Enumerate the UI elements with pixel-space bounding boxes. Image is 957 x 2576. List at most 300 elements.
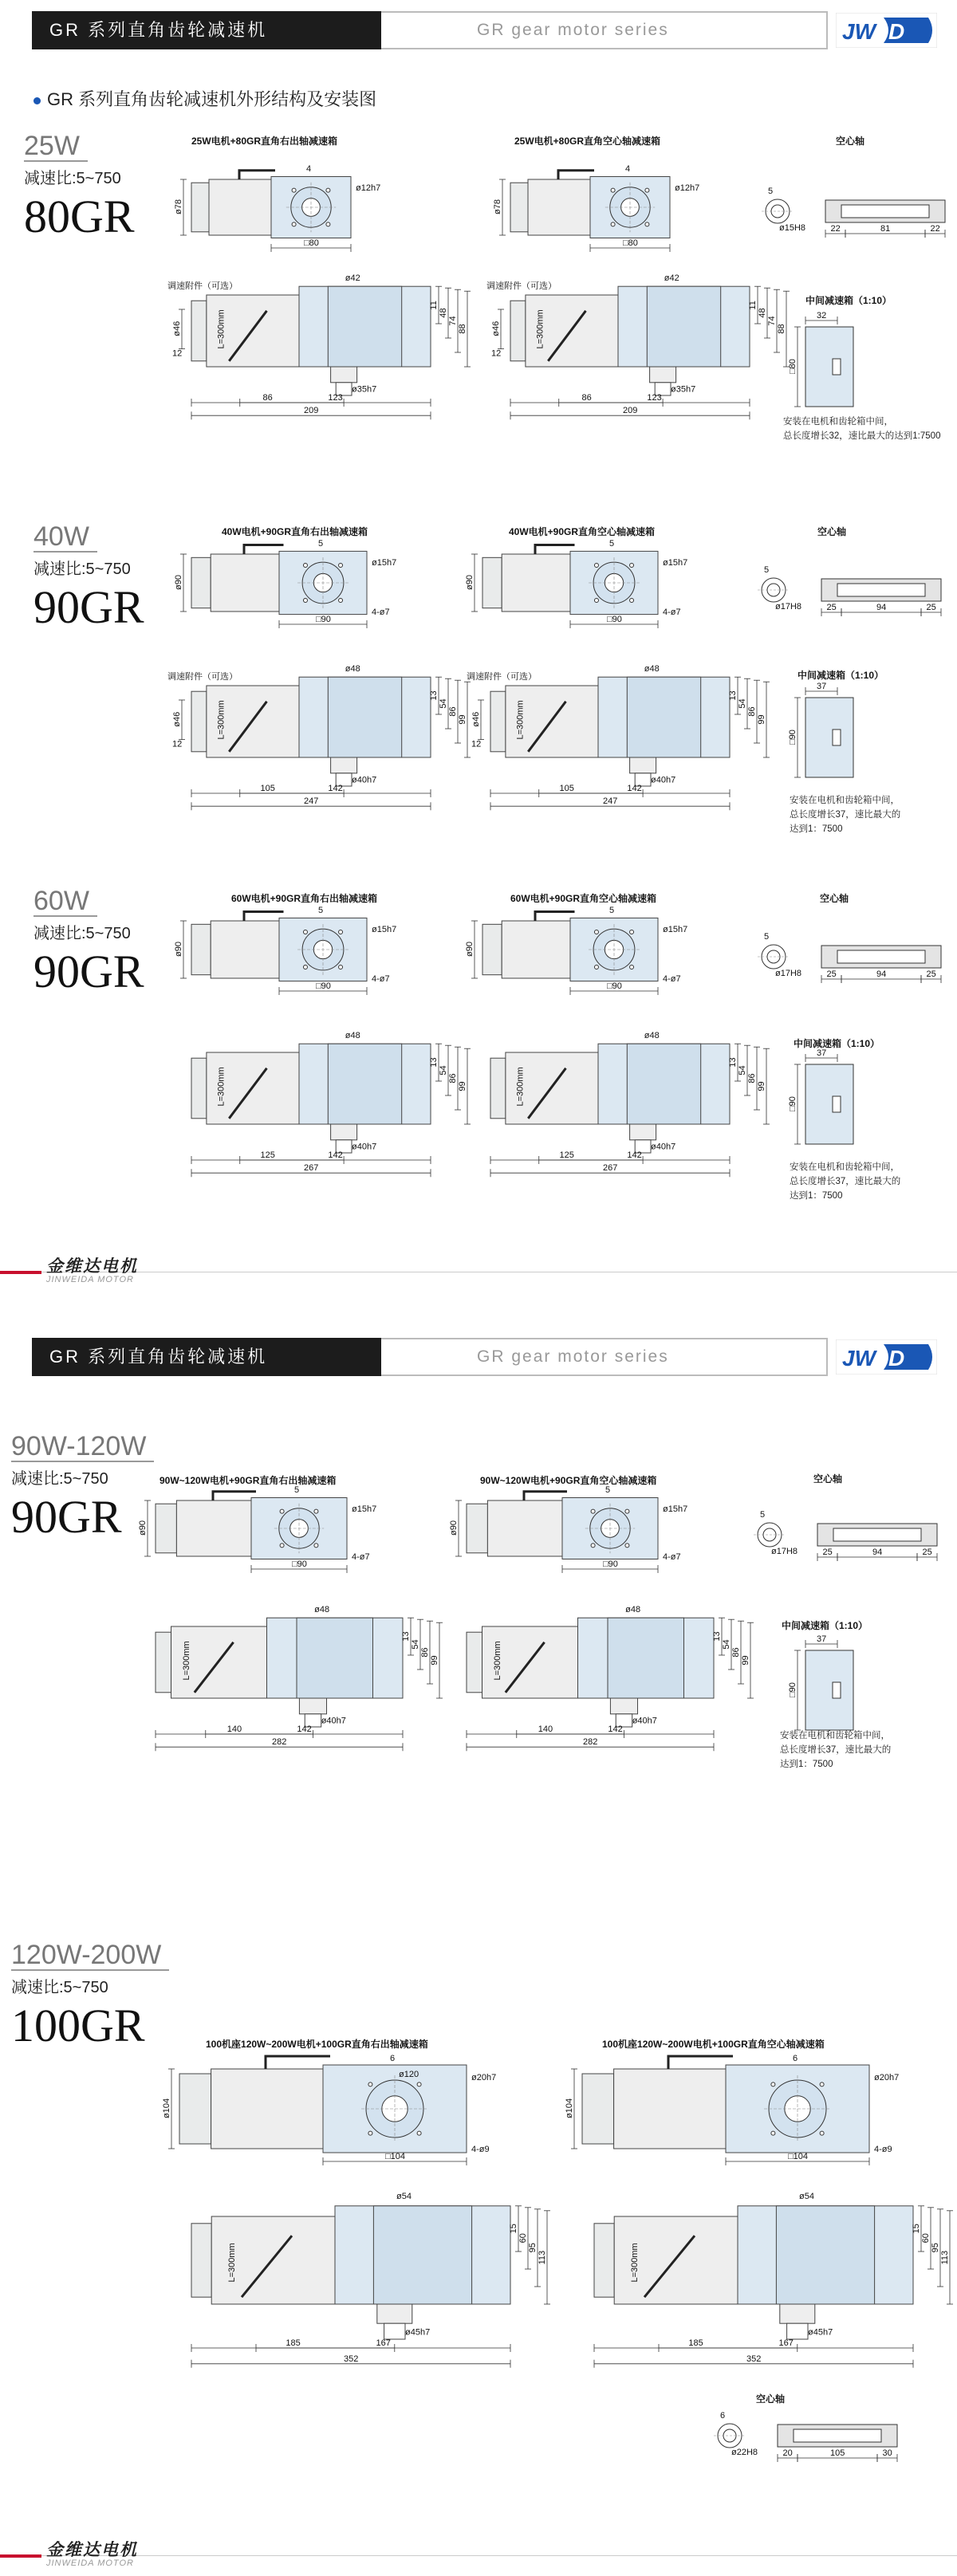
model-ratio: 减速比:5~750 bbox=[33, 925, 131, 942]
dimension-label: 25 bbox=[822, 1548, 833, 1557]
dimension-label: 调速附件（可选） bbox=[486, 281, 557, 291]
dimension-label: 54 bbox=[738, 698, 747, 709]
drawing-title: 中间减速箱（1:10） bbox=[782, 1620, 868, 1631]
dimension-label: 86 bbox=[747, 706, 757, 717]
dimension-label: □80 bbox=[788, 359, 798, 374]
bolt-hole bbox=[771, 2131, 775, 2135]
dimension-label: 86 bbox=[448, 1073, 458, 1083]
bolt-hole bbox=[339, 966, 343, 969]
drawing-title: 空心轴 bbox=[820, 893, 849, 904]
motor-end-cap bbox=[156, 1504, 176, 1553]
motor-end-cap bbox=[510, 301, 526, 361]
dimension-label: ø12h7 bbox=[356, 183, 381, 193]
motor-end-cap bbox=[490, 1058, 506, 1119]
motor-body bbox=[211, 921, 279, 978]
dimension-label: 86 bbox=[448, 706, 458, 717]
output-flange bbox=[630, 1124, 656, 1140]
motor-end-cap bbox=[482, 557, 502, 608]
intermediate-gearbox bbox=[788, 682, 853, 777]
bolt-hole bbox=[326, 188, 330, 192]
dimension-label: 60 bbox=[518, 2233, 528, 2244]
model-ratio: 减速比:5~750 bbox=[24, 170, 121, 187]
dimension-label: 22 bbox=[830, 224, 841, 234]
dimension-label: ø15h7 bbox=[663, 558, 688, 568]
dimension-label: 12 bbox=[491, 348, 502, 359]
bolt-hole bbox=[303, 599, 307, 603]
output-flange bbox=[377, 2304, 412, 2323]
motor-end-cap bbox=[467, 1504, 487, 1553]
dimension-label: 5 bbox=[609, 539, 615, 549]
dimension-label: 105 bbox=[559, 784, 574, 793]
dimension-label: □90 bbox=[603, 1559, 618, 1569]
dimension-label: 13 bbox=[728, 1057, 738, 1068]
mid-box-shaft bbox=[833, 359, 841, 375]
bolt-hole bbox=[645, 188, 649, 192]
output-flange bbox=[331, 757, 357, 773]
shaft-bore bbox=[841, 205, 929, 218]
dimension-label: 25 bbox=[926, 603, 936, 612]
drawing-title: 中间减速箱（1:10） bbox=[805, 295, 892, 306]
gearhead-housing bbox=[776, 2206, 874, 2304]
bolt-hole bbox=[303, 930, 307, 934]
footer-accent-bar bbox=[0, 2554, 41, 2558]
drawing-title: 空心轴 bbox=[836, 136, 865, 147]
front-view bbox=[167, 664, 471, 810]
dimension-label: L=300mm bbox=[227, 2243, 237, 2283]
bolt-hole bbox=[314, 1509, 318, 1513]
top-view bbox=[138, 1485, 376, 1573]
drawing-title: 90W~120W电机+90GR直角右出轴减速箱 bbox=[160, 1475, 337, 1486]
dimension-label: 140 bbox=[226, 1725, 242, 1734]
dimension-label: ø120 bbox=[399, 2070, 419, 2079]
dimension-label: 125 bbox=[559, 1150, 574, 1160]
dimension-label: 54 bbox=[411, 1639, 420, 1650]
motor-cable bbox=[535, 545, 575, 554]
output-flange bbox=[610, 1698, 637, 1714]
motor-body bbox=[209, 179, 271, 235]
dimension-label: ø17H8 bbox=[775, 969, 802, 978]
footer-brand-en: JINWEIDA MOTOR bbox=[46, 2558, 134, 2568]
bolt-hole bbox=[280, 1509, 284, 1513]
dimension-label: 4 bbox=[625, 164, 631, 174]
dimension-label: 37 bbox=[817, 682, 827, 691]
motor-cable bbox=[266, 2056, 330, 2069]
dimension-label: 267 bbox=[304, 1163, 319, 1174]
drawing-title: 40W电机+90GR直角右出轴减速箱 bbox=[222, 526, 368, 537]
bolt-hole bbox=[594, 599, 598, 603]
output-flange bbox=[650, 367, 676, 383]
dimension-label: ø15h7 bbox=[352, 1504, 377, 1514]
model-power: 40W bbox=[33, 522, 97, 553]
dimension-label: 15 bbox=[509, 2224, 518, 2234]
dimension-label: L=300mm bbox=[216, 309, 226, 349]
dimension-label: 4-ø7 bbox=[663, 1552, 681, 1562]
svg-text:D: D bbox=[888, 1346, 905, 1371]
dimension-label: 4-ø7 bbox=[663, 974, 681, 984]
dimension-label: 142 bbox=[627, 784, 642, 793]
motor-body bbox=[211, 554, 279, 612]
dimension-label: ø54 bbox=[396, 2192, 412, 2201]
dimension-label: 94 bbox=[876, 603, 887, 612]
dimension-label: 32 bbox=[817, 311, 827, 321]
output-shaft bbox=[384, 2323, 405, 2339]
note-line: 达到1：7500 bbox=[790, 824, 843, 834]
bolt-hole bbox=[645, 222, 649, 226]
dimension-label: ø90 bbox=[174, 575, 183, 590]
dimension-label: 13 bbox=[429, 1057, 439, 1068]
shaft-bore bbox=[833, 1528, 921, 1541]
dimension-label: 48 bbox=[439, 308, 448, 318]
gearhead-housing bbox=[297, 1618, 372, 1698]
model-ratio: 减速比:5~750 bbox=[11, 1979, 108, 1996]
dimension-label: 74 bbox=[448, 316, 458, 326]
dimension-label: 209 bbox=[304, 406, 319, 416]
bolt-hole bbox=[611, 222, 615, 226]
drawing-layer-page2 bbox=[0, 1292, 957, 2576]
dimension-label: L=300mm bbox=[216, 700, 226, 740]
motor-cable bbox=[558, 171, 594, 179]
dimension-label: 13 bbox=[429, 690, 439, 701]
footer-rule bbox=[41, 2555, 957, 2556]
motor-end-cap bbox=[482, 924, 502, 974]
bolt-hole bbox=[339, 563, 343, 567]
dimension-label: 4-ø7 bbox=[372, 974, 390, 984]
dimension-label: 123 bbox=[647, 393, 662, 403]
footer-brand-cn: 金维达电机 bbox=[46, 2541, 138, 2559]
dimension-label: L=300mm bbox=[515, 700, 526, 740]
dimension-label: 94 bbox=[876, 969, 887, 979]
dimension-label: 6 bbox=[720, 2411, 726, 2421]
drawing-title: 空心轴 bbox=[813, 1473, 843, 1485]
dimension-label: □80 bbox=[304, 238, 319, 248]
dimension-label: 5 bbox=[768, 187, 774, 196]
dimension-label: 5 bbox=[764, 932, 770, 942]
bolt-hole bbox=[303, 966, 307, 969]
dimension-label: L=300mm bbox=[515, 1067, 526, 1107]
dimension-label: ø45h7 bbox=[808, 2327, 833, 2338]
motor-end-cap bbox=[490, 691, 506, 752]
dimension-label: 5 bbox=[318, 539, 324, 549]
motor-body bbox=[176, 1500, 251, 1556]
dimension-label: 11 bbox=[748, 301, 758, 310]
motor-body bbox=[211, 2069, 323, 2149]
motor-end-cap bbox=[191, 691, 207, 752]
dimension-label: ø40h7 bbox=[651, 1142, 676, 1152]
dimension-label: ø40h7 bbox=[352, 775, 377, 785]
dimension-label: 88 bbox=[777, 324, 786, 334]
top-view bbox=[565, 2054, 899, 2165]
bolt-hole bbox=[591, 1509, 595, 1513]
dimension-label: 123 bbox=[328, 393, 343, 403]
dimension-label: 142 bbox=[328, 784, 343, 793]
dimension-label: 99 bbox=[458, 714, 467, 725]
dimension-label: □90 bbox=[316, 981, 331, 991]
dimension-label: ø90 bbox=[449, 1520, 459, 1536]
bolt-hole bbox=[280, 1544, 284, 1548]
note-line: 安装在电机和齿轮箱中间， bbox=[780, 1731, 890, 1740]
front-view bbox=[594, 2192, 953, 2368]
dimension-label: ø40h7 bbox=[651, 775, 676, 785]
bolt-hole bbox=[368, 2131, 372, 2135]
dimension-label: 125 bbox=[260, 1150, 275, 1160]
header-title-en: GR gear motor series bbox=[381, 1338, 828, 1376]
dimension-label: ø48 bbox=[644, 1031, 660, 1040]
mid-box-body bbox=[805, 698, 853, 777]
motor-end-cap bbox=[467, 1632, 482, 1693]
bolt-hole bbox=[630, 563, 634, 567]
drawing-title: 100机座120W~200W电机+100GR直角右出轴减速箱 bbox=[206, 2039, 428, 2050]
dimension-label: 4-ø9 bbox=[874, 2145, 892, 2154]
model-code: 90GR bbox=[33, 946, 144, 997]
note-line: 总长度增长37，速比最大的 bbox=[790, 1177, 901, 1186]
model-power: 90W-120W bbox=[11, 1432, 154, 1462]
drawing-title: 25W电机+80GR直角右出轴减速箱 bbox=[191, 136, 338, 147]
dimension-label: 11 bbox=[429, 301, 439, 310]
dimension-label: ø20h7 bbox=[874, 2073, 900, 2082]
dimension-label: 142 bbox=[627, 1150, 642, 1160]
dimension-label: 94 bbox=[872, 1548, 883, 1557]
bolt-hole bbox=[339, 599, 343, 603]
front-view bbox=[156, 1605, 443, 1751]
hollow-shaft-detail bbox=[714, 2411, 897, 2462]
dimension-label: 12 bbox=[172, 348, 183, 359]
dimension-label: 267 bbox=[603, 1163, 618, 1174]
dimension-label: ø104 bbox=[565, 2098, 574, 2118]
svg-text:D: D bbox=[888, 19, 905, 44]
motor-cable bbox=[244, 545, 284, 554]
mid-box-body bbox=[805, 1064, 853, 1144]
motor-end-cap bbox=[191, 924, 211, 974]
top-view bbox=[493, 164, 699, 252]
dimension-label: ø40h7 bbox=[352, 1142, 377, 1152]
dimension-label: ø22H8 bbox=[731, 2448, 758, 2457]
dimension-label: 113 bbox=[538, 2250, 547, 2265]
bolt-hole bbox=[630, 966, 634, 969]
dimension-label: ø48 bbox=[345, 664, 360, 674]
dimension-label: ø78 bbox=[174, 199, 183, 214]
dimension-label: L=300mm bbox=[630, 2243, 640, 2283]
drawing-title: 中间减速箱（1:10） bbox=[794, 1038, 880, 1049]
dimension-label: □90 bbox=[316, 615, 331, 624]
dimension-label: 37 bbox=[817, 1634, 827, 1644]
bolt-hole bbox=[591, 1544, 595, 1548]
drawing-title: 60W电机+90GR直角右出轴减速箱 bbox=[231, 893, 378, 904]
model-code: 100GR bbox=[11, 2000, 145, 2051]
shaft-bore bbox=[837, 584, 925, 596]
motor-body bbox=[614, 2069, 726, 2149]
dimension-label: 86 bbox=[581, 393, 592, 403]
dimension-label: 5 bbox=[760, 1510, 766, 1520]
motor-end-cap bbox=[510, 183, 528, 232]
front-view bbox=[191, 2192, 550, 2368]
motor-cable bbox=[239, 171, 275, 179]
dimension-label: 20 bbox=[782, 2448, 793, 2458]
drawing-title: 100机座120W~200W电机+100GR直角空心轴减速箱 bbox=[602, 2039, 825, 2050]
dimension-label: □90 bbox=[292, 1559, 307, 1569]
dimension-label: ø42 bbox=[664, 273, 679, 283]
dimension-label: □104 bbox=[788, 2152, 808, 2161]
dimension-label: 247 bbox=[304, 796, 319, 807]
intro-text: GR 系列直角齿轮减速机外形结构及安装图 bbox=[47, 89, 377, 109]
gearhead-housing bbox=[647, 286, 720, 367]
dimension-label: 30 bbox=[882, 2448, 892, 2458]
dimension-label: 140 bbox=[538, 1725, 553, 1734]
bolt-hole bbox=[625, 1544, 629, 1548]
note-line: 安装在电机和齿轮箱中间， bbox=[790, 796, 900, 805]
output-flange bbox=[299, 1698, 326, 1714]
hollow-shaft-detail bbox=[758, 565, 941, 616]
front-view bbox=[167, 273, 471, 419]
dimension-label: ø15h7 bbox=[663, 1504, 688, 1514]
front-view bbox=[191, 1031, 471, 1177]
dimension-label: 86 bbox=[420, 1647, 430, 1658]
dimension-label: 142 bbox=[328, 1150, 343, 1160]
intermediate-gearbox bbox=[788, 1048, 853, 1144]
front-view bbox=[467, 664, 770, 810]
dimension-label: 282 bbox=[583, 1737, 598, 1748]
motor-end-cap bbox=[191, 183, 209, 232]
note-line: 达到1：7500 bbox=[790, 1191, 843, 1201]
model-ratio: 减速比:5~750 bbox=[11, 1470, 108, 1488]
footer-brand-cn: 金维达电机 bbox=[46, 1257, 138, 1276]
dimension-label: ø54 bbox=[799, 2192, 814, 2201]
dimension-label: ø46 bbox=[471, 711, 481, 727]
dimension-label: 12 bbox=[172, 739, 183, 749]
note-line: 总长度增长37，速比最大的 bbox=[780, 1745, 892, 1755]
top-view bbox=[465, 539, 687, 628]
dimension-label: 25 bbox=[926, 969, 936, 979]
dimension-label: ø40h7 bbox=[632, 1716, 657, 1726]
dimension-label: 60 bbox=[921, 2233, 931, 2244]
output-flange bbox=[630, 757, 656, 773]
dimension-label: 调速附件（可选） bbox=[167, 281, 238, 291]
gearhead-housing bbox=[328, 286, 401, 367]
bolt-hole bbox=[417, 2082, 421, 2086]
dimension-label: 167 bbox=[376, 2338, 391, 2348]
model-power: 25W bbox=[24, 132, 88, 162]
note-line: 总长度增长32，速比最大的达到1:7500 bbox=[783, 431, 941, 441]
drawing-title: 90W~120W电机+90GR直角空心轴减速箱 bbox=[480, 1475, 657, 1486]
motor-body bbox=[528, 179, 590, 235]
dimension-label: □104 bbox=[385, 2152, 405, 2161]
top-view bbox=[449, 1485, 687, 1573]
gearhead-housing bbox=[608, 1618, 683, 1698]
dimension-label: 142 bbox=[608, 1725, 623, 1734]
dimension-label: ø48 bbox=[314, 1605, 330, 1614]
top-view bbox=[174, 539, 396, 628]
dimension-label: ø45h7 bbox=[405, 2327, 431, 2338]
gearhead-housing bbox=[627, 1044, 700, 1124]
dimension-label: 95 bbox=[528, 2243, 538, 2253]
dimension-label: 54 bbox=[439, 698, 448, 709]
dimension-label: □90 bbox=[788, 1682, 798, 1697]
dimension-label: 99 bbox=[458, 1081, 467, 1091]
dimension-label: ø90 bbox=[465, 942, 475, 957]
front-view bbox=[490, 1031, 770, 1177]
bolt-hole bbox=[292, 222, 296, 226]
dimension-label: L=300mm bbox=[492, 1641, 502, 1681]
dimension-label: 95 bbox=[931, 2243, 940, 2253]
dimension-label: 6 bbox=[390, 2054, 396, 2063]
dimension-label: ø46 bbox=[172, 321, 182, 336]
dimension-label: 99 bbox=[430, 1655, 439, 1666]
mid-box-body bbox=[805, 327, 853, 407]
dimension-label: ø48 bbox=[345, 1031, 360, 1040]
dimension-label: 调速附件（可选） bbox=[167, 672, 238, 682]
bolt-hole bbox=[314, 1544, 318, 1548]
dimension-label: 48 bbox=[758, 308, 767, 318]
output-flange bbox=[331, 367, 357, 383]
dimension-label: 167 bbox=[778, 2338, 794, 2348]
top-view bbox=[174, 164, 380, 252]
dimension-label: 88 bbox=[458, 324, 467, 334]
motor-cable bbox=[535, 911, 575, 921]
dimension-label: 74 bbox=[767, 316, 777, 326]
drawing-title: 中间减速箱（1:10） bbox=[798, 670, 884, 681]
drawing-title: 空心轴 bbox=[817, 526, 847, 537]
catalog-page-2 bbox=[0, 1292, 957, 2576]
dimension-label: ø78 bbox=[493, 199, 502, 214]
model-power: 120W-200W bbox=[11, 1941, 169, 1971]
dimension-label: ø15h7 bbox=[372, 925, 397, 934]
bolt-hole bbox=[326, 222, 330, 226]
front-view bbox=[486, 273, 790, 419]
drawing-title: 60W电机+90GR直角空心轴减速箱 bbox=[510, 893, 657, 904]
model-power: 60W bbox=[33, 887, 97, 917]
bolt-hole bbox=[630, 930, 634, 934]
dimension-label: 54 bbox=[722, 1639, 731, 1650]
dimension-label: ø12h7 bbox=[675, 183, 700, 193]
bolt-hole bbox=[339, 930, 343, 934]
motor-end-cap bbox=[594, 2224, 614, 2297]
dimension-label: ø48 bbox=[625, 1605, 641, 1614]
motor-cable bbox=[244, 911, 284, 921]
dimension-label: 13 bbox=[712, 1631, 722, 1642]
hollow-shaft-detail bbox=[758, 932, 941, 983]
note-line: 达到1：7500 bbox=[780, 1760, 833, 1769]
dimension-label: ø15h7 bbox=[663, 925, 688, 934]
dimension-label: ø104 bbox=[162, 2098, 171, 2118]
intermediate-gearbox bbox=[788, 1634, 853, 1730]
bolt-hole bbox=[292, 188, 296, 192]
bolt-hole bbox=[368, 2082, 372, 2086]
dimension-label: 86 bbox=[747, 1073, 757, 1083]
model-ratio: 减速比:5~750 bbox=[33, 560, 131, 578]
motor-end-cap bbox=[191, 301, 207, 361]
motor-end-cap bbox=[191, 557, 211, 608]
dimension-label: 4 bbox=[306, 164, 312, 174]
dimension-label: □80 bbox=[623, 238, 638, 248]
bolt-hole bbox=[820, 2082, 824, 2086]
note-line: 安装在电机和齿轮箱中间， bbox=[783, 417, 893, 427]
dimension-label: 13 bbox=[728, 690, 738, 701]
dimension-label: 4-ø7 bbox=[372, 608, 390, 617]
hollow-shaft-detail bbox=[762, 187, 945, 238]
note-line: 安装在电机和齿轮箱中间， bbox=[790, 1162, 900, 1172]
hollow-shaft-detail bbox=[754, 1510, 937, 1561]
dimension-label: 5 bbox=[609, 906, 615, 915]
page-footer bbox=[0, 1258, 957, 1290]
mid-box-shaft bbox=[833, 1096, 841, 1112]
dimension-label: 99 bbox=[757, 714, 766, 725]
dimension-label: □90 bbox=[788, 1096, 798, 1111]
motor-body bbox=[502, 554, 570, 612]
top-view bbox=[465, 906, 687, 995]
svg-text:JW: JW bbox=[842, 1346, 876, 1371]
gearhead-housing bbox=[328, 677, 401, 757]
dimension-label: 113 bbox=[940, 2250, 950, 2265]
dimension-label: ø17H8 bbox=[771, 1547, 798, 1556]
